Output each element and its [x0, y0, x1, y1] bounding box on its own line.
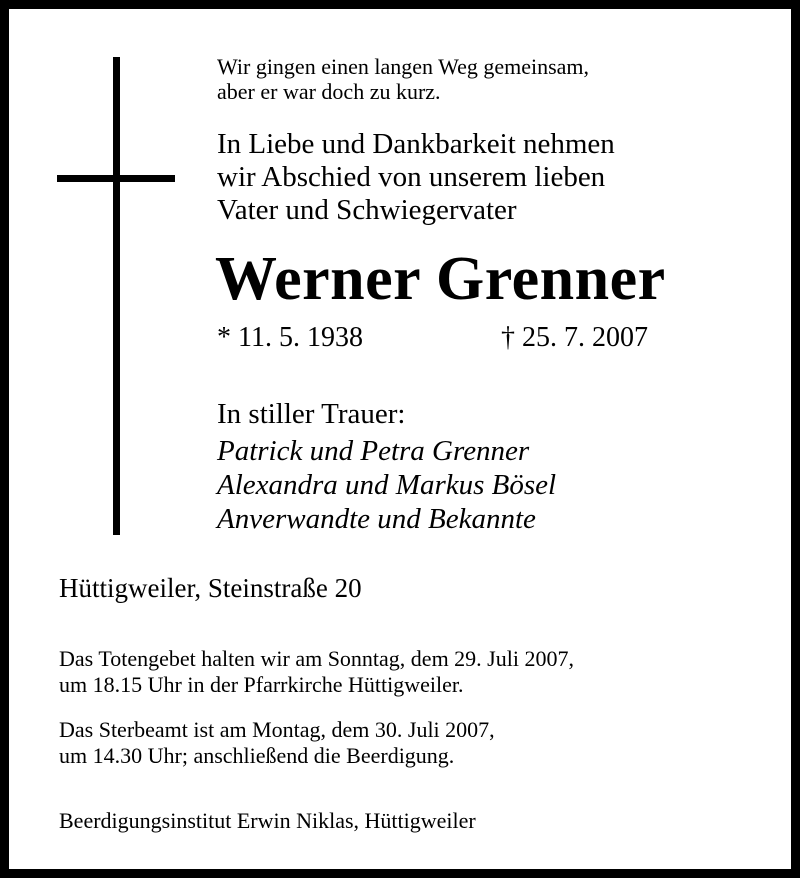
cross-horizontal-bar: [57, 175, 175, 182]
mourners-list: [217, 434, 556, 536]
motto-line: aber er war doch zu kurz.: [217, 79, 441, 104]
notice-line: Das Sterbeamt ist am Montag, dem 30. Juli 2007,: [59, 717, 495, 742]
birth-date: * 11. 5. 1938: [217, 322, 363, 353]
mourner-name: Anverwandte und Bekannte: [217, 503, 536, 535]
motto-line: Wir gingen einen langen Weg gemeinsam,: [217, 54, 590, 79]
address: Hüttigweiler, Steinstraße 20: [59, 573, 362, 603]
death-date: † 25. 7. 2007: [501, 322, 648, 353]
intro-text: [217, 128, 615, 227]
notice-line: um 18.15 Uhr in der Pfarrkirche Hüttigweiler.: [59, 672, 464, 697]
intro-line: Vater und Schwiegervater: [217, 194, 517, 226]
deceased-name: Werner Grenner: [215, 245, 666, 313]
motto: [217, 54, 589, 104]
undertaker: Beerdigungsinstitut Erwin Niklas, Hüttigweiler: [59, 808, 476, 833]
intro-line: wir Abschied von unserem lieben: [217, 161, 606, 193]
prayer-notice: [59, 646, 574, 698]
notice-line: um 14.30 Uhr; anschließend die Beerdigung.: [59, 743, 455, 768]
notice-line: Das Totengebet halten wir am Sonntag, dem 29. Juli 2007,: [59, 646, 574, 671]
mourner-name: Alexandra und Markus Bösel: [217, 469, 557, 501]
cross-vertical-bar: [113, 57, 120, 535]
intro-line: In Liebe und Dankbarkeit nehmen: [217, 128, 615, 160]
requiem-notice: [59, 717, 495, 769]
mourning-label: In stiller Trauer:: [217, 398, 406, 430]
mourner-name: Patrick und Petra Grenner: [217, 435, 530, 467]
